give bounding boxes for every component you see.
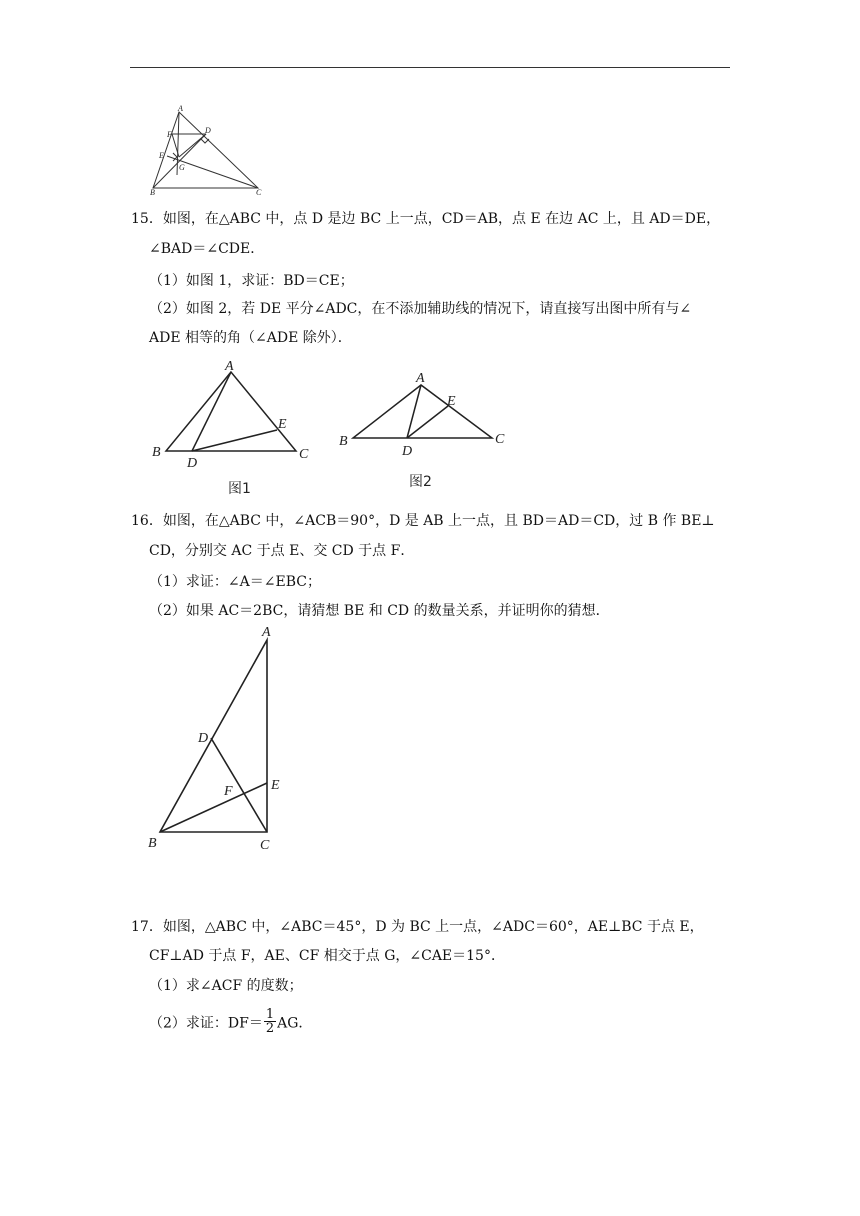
fraction-denominator: 2	[265, 1021, 275, 1036]
q17-part-2	[149, 1007, 313, 1037]
figure-top	[145, 100, 270, 198]
fraction-numerator: 1	[265, 1007, 275, 1022]
figure-15-2	[335, 365, 520, 495]
label-C: C	[260, 838, 270, 853]
q15-line-1	[131, 208, 720, 228]
figure-2-caption: 图2	[409, 474, 432, 490]
label-A: A	[262, 625, 271, 640]
label-E: E	[159, 151, 164, 160]
q17-part-1: （1）求∠ACF 的度数；	[149, 978, 303, 994]
q16-line-2: CD，分别交 AC 于点 E、交 CD 于点 F．	[149, 543, 415, 559]
label-E: E	[447, 394, 456, 409]
label-C: C	[495, 432, 505, 447]
label-F: F	[167, 130, 172, 139]
q17-part-2-suffix: AG．	[277, 1015, 313, 1032]
q17-number: 17．	[131, 919, 163, 935]
q15-number: 15．	[131, 211, 163, 227]
label-B: B	[152, 445, 161, 460]
label-G: G	[179, 163, 185, 172]
label-D: D	[187, 456, 198, 471]
figure-15-1	[148, 355, 323, 500]
label-E: E	[278, 417, 287, 432]
q15-line-2: ∠BAD＝∠CDE．	[149, 241, 265, 257]
q16-part-2: （2）如果 AC＝2BC，请猜想 BE 和 CD 的数量关系，并证明你的猜想．	[149, 603, 610, 619]
q16-text-1: 如图，在△ABC 中，∠ACB＝90°，D 是 AB 上一点，且 BD＝AD＝CD，过 B 作 BE⊥	[162, 513, 715, 529]
label-B: B	[148, 836, 157, 851]
label-D: D	[198, 731, 209, 746]
label-D: D	[402, 444, 413, 459]
label-C: C	[256, 188, 262, 197]
q16-line-1	[131, 510, 715, 530]
q15-text-1: 如图，在△ABC 中，点 D 是边 BC 上一点，CD＝AB，点 E 在边 AC 上，且 AD＝DE，	[162, 211, 721, 227]
q16-number: 16．	[131, 513, 163, 529]
label-C: C	[299, 447, 309, 462]
label-A: A	[178, 104, 183, 113]
q17-line-1	[131, 916, 704, 936]
label-A: A	[416, 371, 425, 386]
label-F: F	[224, 784, 233, 799]
figure-1-caption: 图1	[228, 481, 251, 497]
q17-text-1: 如图，△ABC 中，∠ABC＝45°，D 为 BC 上一点，∠ADC＝60°，AE⊥BC 于点 E，	[162, 919, 704, 935]
label-A: A	[225, 359, 234, 374]
figure-16	[140, 620, 300, 855]
label-E: E	[271, 778, 280, 793]
label-B: B	[150, 188, 155, 197]
q17-part-2-prefix: （2）求证：DF＝	[149, 1015, 263, 1032]
fraction-one-half	[264, 1008, 276, 1035]
label-B: B	[339, 434, 348, 449]
q15-part-2a: （2）如图 2，若 DE 平分∠ADC，在不添加辅助线的情况下，请直接写出图中所有与∠	[149, 301, 692, 317]
q15-part-2b: ADE 相等的角（∠ADE 除外）．	[149, 330, 352, 346]
q17-line-2: CF⊥AD 于点 F，AE、CF 相交于点 G，∠CAE＝15°．	[149, 948, 505, 964]
q15-part-1: （1）如图 1，求证：BD＝CE；	[149, 273, 354, 289]
header-rule	[130, 67, 730, 68]
q16-part-1: （1）求证：∠A＝∠EBC；	[149, 574, 321, 590]
label-D: D	[205, 126, 211, 135]
